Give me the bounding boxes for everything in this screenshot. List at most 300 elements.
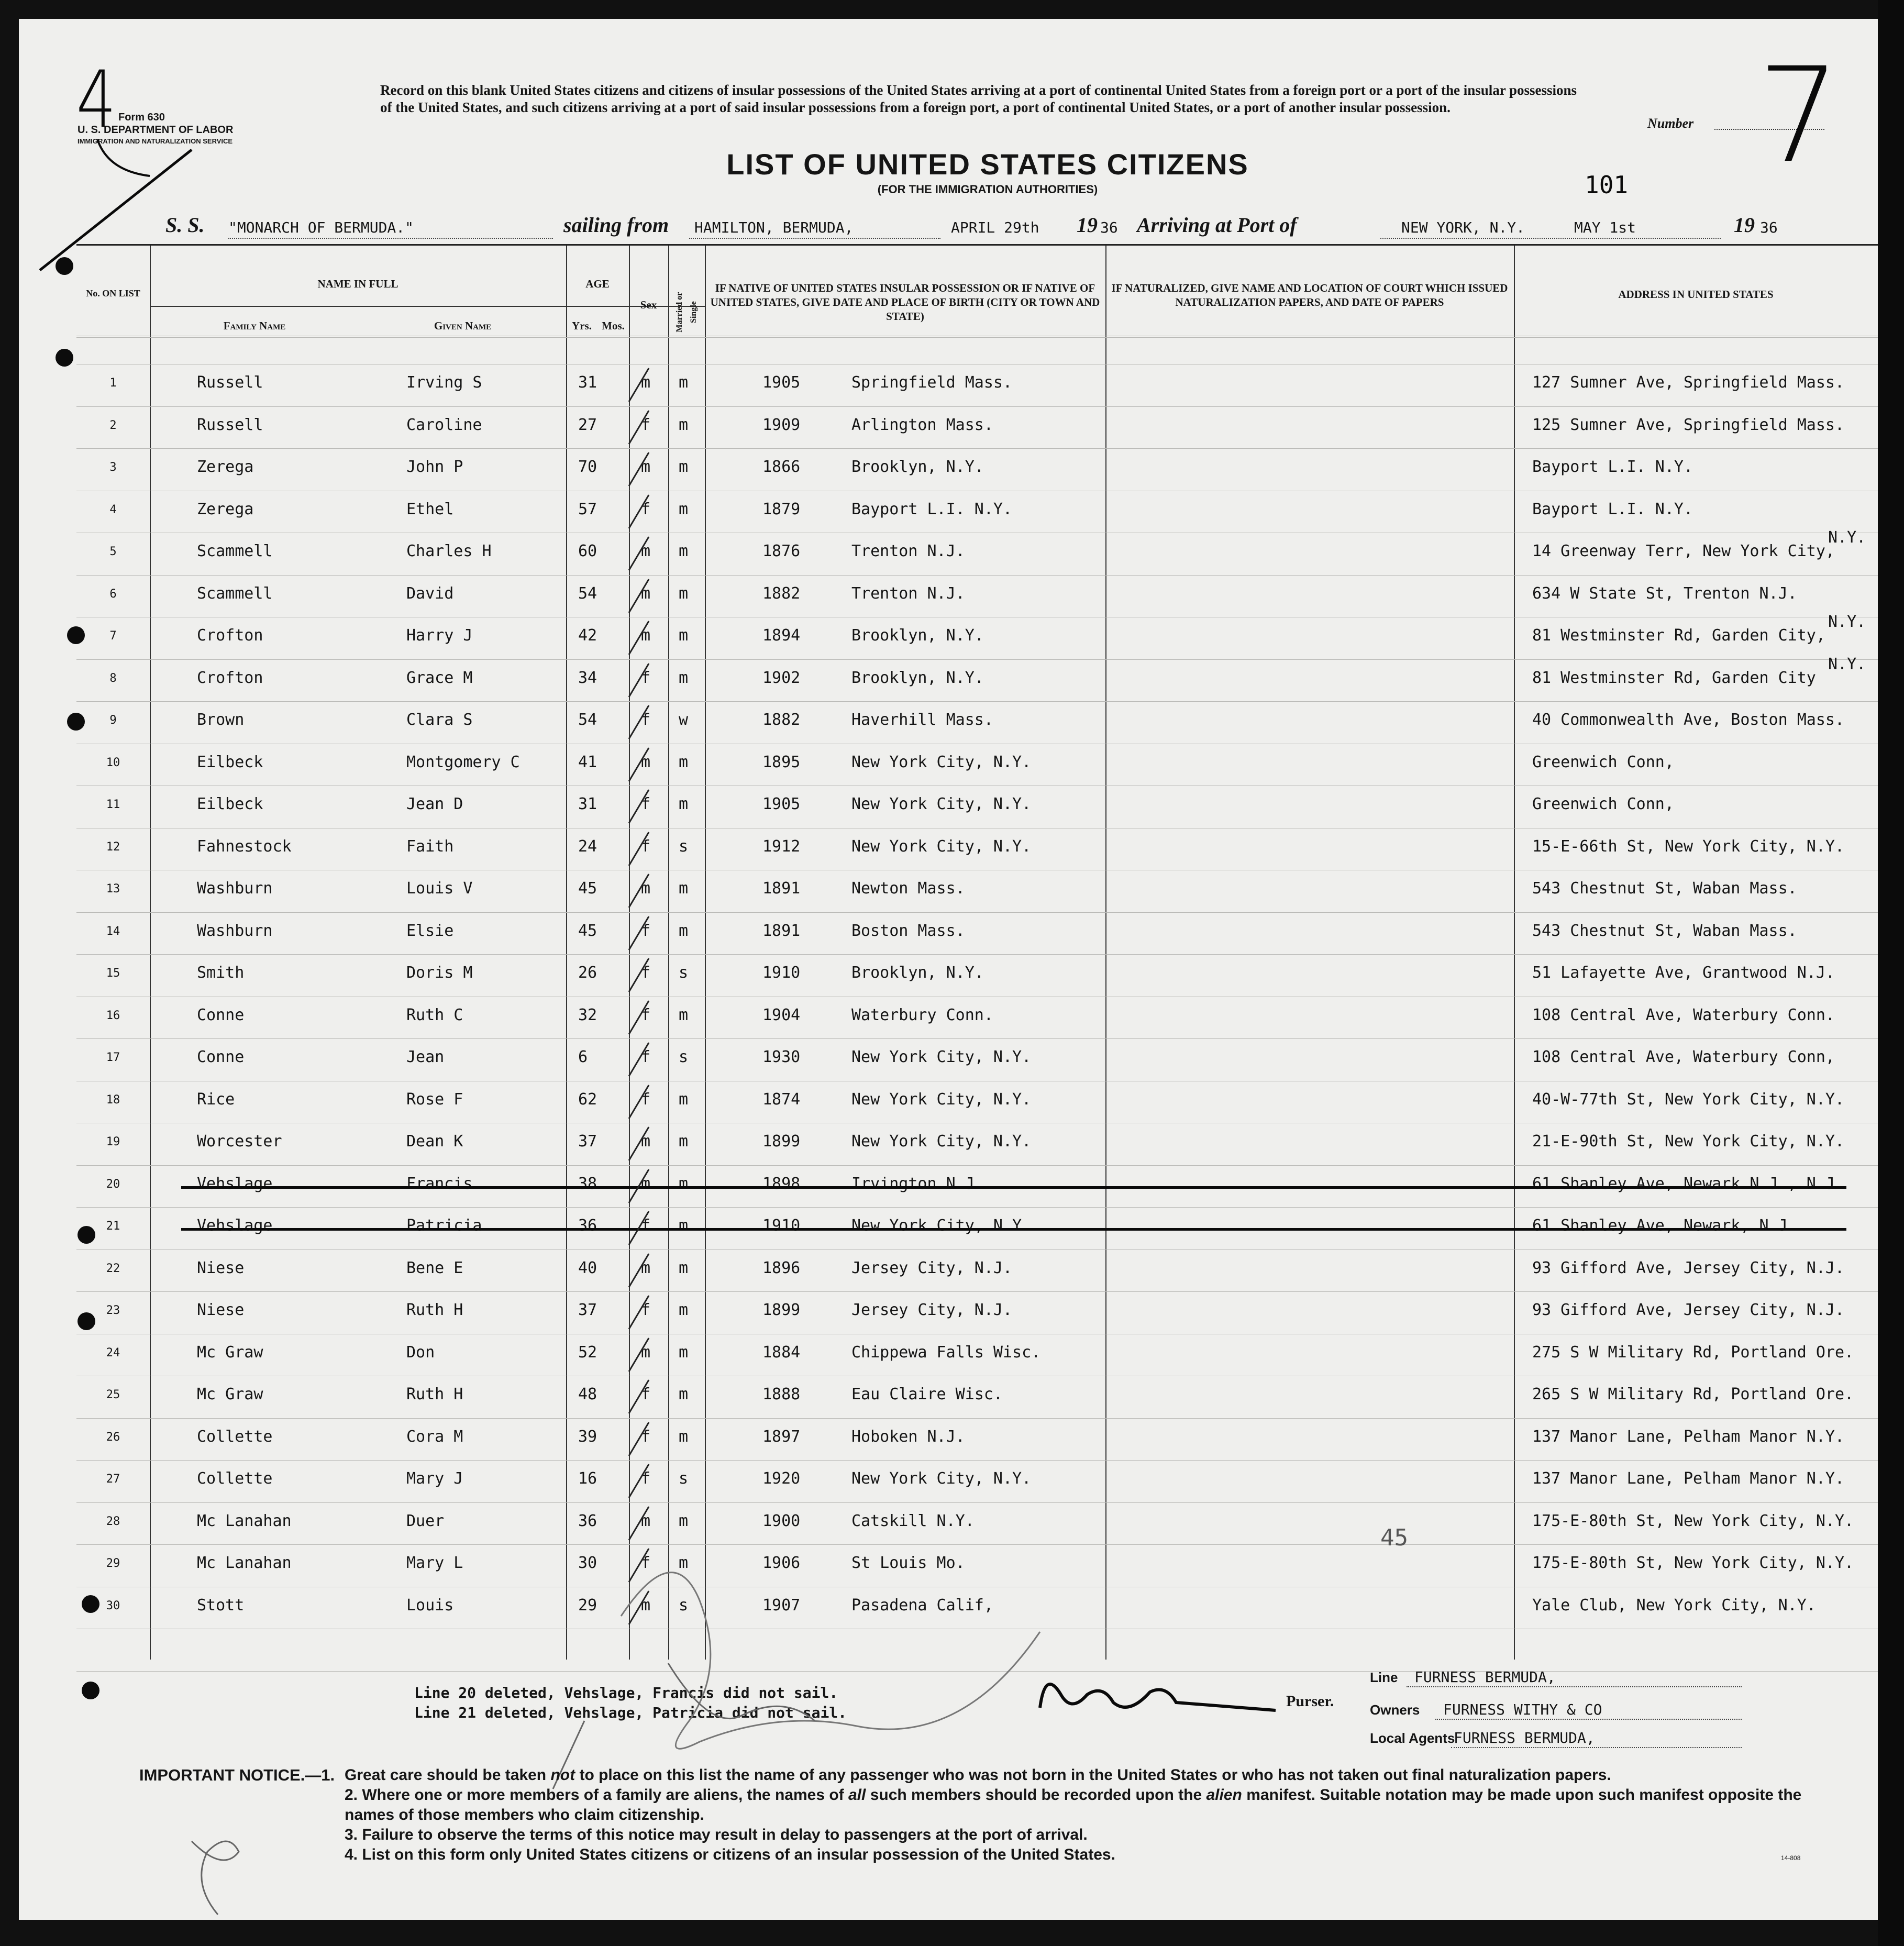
address: 81 Westminster Rd, Garden City, bbox=[1532, 626, 1825, 645]
family-name: Collette bbox=[197, 1469, 273, 1488]
address: 14 Greenway Terr, New York City, bbox=[1532, 542, 1835, 560]
header-address: ADDRESS IN UNITED STATES bbox=[1618, 288, 1774, 301]
sex: m bbox=[641, 373, 651, 392]
arriving-label: Arriving at Port of bbox=[1137, 213, 1297, 237]
given-name: Mary J bbox=[406, 1469, 463, 1488]
marital-status: m bbox=[679, 921, 689, 940]
notice-2-text: manifest. Suitable notation may be made upon such manifest opposite the names of those members who claim citizenship. bbox=[345, 1786, 1802, 1823]
family-name: Zerega bbox=[197, 500, 254, 518]
birth-place: Bayport L.I. N.Y. bbox=[851, 500, 1013, 518]
birth-year: 1899 bbox=[762, 1301, 801, 1319]
family-name: Washburn bbox=[197, 879, 273, 898]
age-years: 37 bbox=[578, 1301, 597, 1319]
birth-year: 1866 bbox=[762, 458, 801, 476]
marital-status: m bbox=[679, 1301, 689, 1319]
departure-port: HAMILTON, BERMUDA, bbox=[694, 219, 854, 236]
page-subtitle: (FOR THE IMMIGRATION AUTHORITIES) bbox=[877, 183, 1098, 196]
birth-year: 1900 bbox=[762, 1511, 801, 1530]
marital-status: w bbox=[679, 711, 689, 729]
header-sex: Sex bbox=[640, 298, 657, 311]
family-name: Zerega bbox=[197, 458, 254, 476]
age-years: 62 bbox=[578, 1090, 597, 1109]
sex: f bbox=[641, 921, 651, 940]
notice-1-text: to place on this list the name of any passenger who was not born in the United States or who has not taken out final naturalization papers. bbox=[575, 1766, 1611, 1784]
age-years: 70 bbox=[578, 458, 597, 476]
age-years: 29 bbox=[578, 1596, 597, 1615]
age-years: 45 bbox=[578, 879, 597, 898]
family-name: Crofton bbox=[197, 668, 263, 687]
age-years: 36 bbox=[578, 1217, 597, 1235]
notice-2-emph: all bbox=[848, 1786, 866, 1804]
header-married: Married or Single bbox=[675, 292, 698, 333]
given-name: Ruth H bbox=[406, 1385, 463, 1403]
marital-status: s bbox=[679, 1048, 689, 1066]
birth-place: Springfield Mass. bbox=[851, 373, 1013, 392]
row-number: 19 bbox=[106, 1135, 120, 1148]
marital-status: m bbox=[679, 1217, 689, 1235]
age-years: 16 bbox=[578, 1469, 597, 1488]
family-name: Collette bbox=[197, 1427, 273, 1446]
header-age: AGE bbox=[585, 278, 610, 290]
birth-year: 1884 bbox=[762, 1343, 801, 1362]
row-number: 12 bbox=[106, 840, 120, 854]
birth-place: Chippewa Falls Wisc. bbox=[851, 1343, 1041, 1362]
agents-label: Local Agents bbox=[1370, 1730, 1455, 1746]
address: Greenwich Conn, bbox=[1532, 753, 1674, 771]
address: 634 W State St, Trenton N.J. bbox=[1532, 584, 1797, 603]
row-number: 3 bbox=[109, 461, 117, 474]
agents-value: FURNESS BERMUDA, bbox=[1454, 1729, 1595, 1746]
birth-place: Catskill N.Y. bbox=[851, 1511, 975, 1530]
sex: f bbox=[641, 1554, 651, 1572]
age-years: 40 bbox=[578, 1258, 597, 1277]
marital-status: s bbox=[679, 1469, 689, 1488]
birth-year: 1896 bbox=[762, 1258, 801, 1277]
marital-status: m bbox=[679, 626, 689, 645]
birth-place: Pasadena Calif, bbox=[851, 1596, 993, 1615]
given-name: Rose F bbox=[406, 1090, 463, 1109]
birth-year: 1891 bbox=[762, 879, 801, 898]
owners-label: Owners bbox=[1370, 1702, 1420, 1718]
marital-status: m bbox=[679, 1090, 689, 1109]
birth-year: 1910 bbox=[762, 1217, 801, 1235]
family-name: Worcester bbox=[197, 1132, 282, 1151]
address-continuation: N.Y. bbox=[1828, 613, 1866, 631]
family-name: Scammell bbox=[197, 584, 273, 603]
line-dotline bbox=[1407, 1686, 1742, 1687]
sailing-label: sailing from bbox=[563, 213, 669, 237]
given-name: Caroline bbox=[406, 415, 482, 434]
row-number: 1 bbox=[109, 377, 117, 390]
marital-status: m bbox=[679, 584, 689, 603]
address: 40-W-77th St, New York City, N.Y. bbox=[1532, 1090, 1845, 1109]
family-name: Mc Graw bbox=[197, 1343, 263, 1362]
birth-year: 1902 bbox=[762, 668, 801, 687]
row-number: 8 bbox=[109, 671, 117, 685]
birth-year: 1905 bbox=[762, 373, 801, 392]
row-number: 13 bbox=[106, 882, 120, 895]
given-name: Faith bbox=[406, 837, 454, 856]
given-name: Dean K bbox=[406, 1132, 463, 1151]
address: 275 S W Military Rd, Portland Ore. bbox=[1532, 1343, 1854, 1362]
row-number: 14 bbox=[106, 924, 120, 938]
document-page bbox=[19, 19, 1878, 1920]
marital-status: m bbox=[679, 753, 689, 771]
birth-year: 1904 bbox=[762, 1005, 801, 1024]
given-name: Jean bbox=[406, 1048, 445, 1066]
birth-place: Newton Mass. bbox=[851, 879, 965, 898]
birth-year: 1907 bbox=[762, 1596, 801, 1615]
marital-status: m bbox=[679, 1554, 689, 1572]
age-years: 54 bbox=[578, 711, 597, 729]
birth-place: Brooklyn, N.Y. bbox=[851, 626, 984, 645]
family-name: Fahnestock bbox=[197, 837, 292, 856]
given-name: Patricia bbox=[406, 1217, 482, 1235]
sex: f bbox=[641, 1005, 651, 1024]
birth-place: New York City, N.Y. bbox=[851, 753, 1032, 771]
sex: m bbox=[641, 753, 651, 771]
given-name: Louis V bbox=[406, 879, 473, 898]
row-number: 2 bbox=[109, 418, 117, 432]
sex: m bbox=[641, 1511, 651, 1530]
row-number: 21 bbox=[106, 1220, 120, 1233]
row-number: 7 bbox=[109, 629, 117, 643]
birth-place: New York City, N.Y. bbox=[851, 1469, 1032, 1488]
year-2: 36 bbox=[1760, 219, 1778, 236]
birth-place: New York City, N.Y. bbox=[851, 1217, 1032, 1235]
address: 15-E-66th St, New York City, N.Y. bbox=[1532, 837, 1845, 856]
corner-handwritten-mark: 4 bbox=[76, 54, 116, 146]
birth-place: New York City, N.Y. bbox=[851, 795, 1032, 813]
deleted-note-2: Line 21 deleted, Vehslage, Patricia did not sail. bbox=[414, 1704, 847, 1721]
birth-year: 1898 bbox=[762, 1174, 801, 1193]
row-number: 6 bbox=[109, 587, 117, 601]
family-name: Russell bbox=[197, 415, 263, 434]
birth-year: 1897 bbox=[762, 1427, 801, 1446]
family-name: Rice bbox=[197, 1090, 235, 1109]
year-1: 36 bbox=[1100, 219, 1118, 236]
given-name: Charles H bbox=[406, 542, 492, 560]
form-number: Form 630 bbox=[118, 112, 165, 123]
given-name: Ruth C bbox=[406, 1005, 463, 1024]
birth-place: Trenton N.J. bbox=[851, 584, 965, 603]
punch-hole bbox=[82, 1595, 99, 1613]
row-number: 10 bbox=[106, 756, 120, 769]
sex: m bbox=[641, 584, 651, 603]
marital-status: s bbox=[679, 837, 689, 856]
given-name: Grace M bbox=[406, 668, 473, 687]
family-name: Conne bbox=[197, 1048, 245, 1066]
birth-place: Brooklyn, N.Y. bbox=[851, 668, 984, 687]
age-years: 60 bbox=[578, 542, 597, 560]
birth-year: 1906 bbox=[762, 1554, 801, 1572]
notice-4: 4. List on this form only United States citizens or citizens of an insular possession of the United States. bbox=[345, 1846, 1115, 1863]
birth-year: 1874 bbox=[762, 1090, 801, 1109]
address: 108 Central Ave, Waterbury Conn. bbox=[1532, 1005, 1835, 1024]
address: Greenwich Conn, bbox=[1532, 795, 1674, 813]
punch-hole bbox=[56, 257, 73, 275]
family-name: Stott bbox=[197, 1596, 245, 1615]
given-name: Jean D bbox=[406, 795, 463, 813]
notice-3: 3. Failure to observe the terms of this notice may result in delay to passengers at the port of arrival. bbox=[345, 1826, 1088, 1843]
birth-place: St Louis Mo. bbox=[851, 1554, 965, 1572]
address: 175-E-80th St, New York City, N.Y. bbox=[1532, 1511, 1854, 1530]
birth-place: Eau Claire Wisc. bbox=[851, 1385, 1003, 1403]
marital-status: m bbox=[679, 1005, 689, 1024]
family-name: Brown bbox=[197, 711, 245, 729]
age-years: 24 bbox=[578, 837, 597, 856]
age-years: 45 bbox=[578, 921, 597, 940]
given-name: Louis bbox=[406, 1596, 454, 1615]
punch-hole bbox=[67, 713, 85, 731]
marital-status: m bbox=[679, 1511, 689, 1530]
birth-place: Trenton N.J. bbox=[851, 542, 965, 560]
birth-year: 1895 bbox=[762, 753, 801, 771]
birth-year: 1882 bbox=[762, 711, 801, 729]
department: U. S. DEPARTMENT OF LABOR bbox=[78, 124, 234, 136]
arrival-date: MAY 1st bbox=[1574, 219, 1636, 236]
stamp-number: 101 bbox=[1585, 171, 1629, 199]
row-number: 24 bbox=[106, 1346, 120, 1359]
age-years: 38 bbox=[578, 1174, 597, 1193]
header-family: Family Name bbox=[223, 319, 286, 332]
owners-dotline bbox=[1435, 1719, 1742, 1720]
birth-year: 1879 bbox=[762, 500, 801, 518]
given-name: Irving S bbox=[406, 373, 482, 392]
address: 265 S W Military Rd, Portland Ore. bbox=[1532, 1385, 1854, 1403]
family-name: Niese bbox=[197, 1301, 245, 1319]
given-name: Ruth H bbox=[406, 1301, 463, 1319]
age-years: 42 bbox=[578, 626, 597, 645]
row-number: 15 bbox=[106, 967, 120, 980]
family-name: Vehslage bbox=[197, 1217, 273, 1235]
row-number: 26 bbox=[106, 1430, 120, 1444]
marital-status: s bbox=[679, 1596, 689, 1615]
notice-1-text: Great care should be taken bbox=[345, 1766, 551, 1784]
given-name: Clara S bbox=[406, 711, 473, 729]
family-name: Crofton bbox=[197, 626, 263, 645]
address: 93 Gifford Ave, Jersey City, N.J. bbox=[1532, 1301, 1845, 1319]
sex: m bbox=[641, 542, 651, 560]
given-name: Bene E bbox=[406, 1258, 463, 1277]
notice-2-emph: alien bbox=[1206, 1786, 1242, 1804]
number-value: 7 bbox=[1757, 39, 1841, 192]
punch-hole bbox=[82, 1682, 99, 1699]
age-years: 41 bbox=[578, 753, 597, 771]
address: 40 Commonwealth Ave, Boston Mass. bbox=[1532, 711, 1845, 729]
header-given: Given Name bbox=[434, 319, 492, 332]
birth-year: 1876 bbox=[762, 542, 801, 560]
age-years: 26 bbox=[578, 964, 597, 982]
sex: m bbox=[641, 879, 651, 898]
birth-place: Haverhill Mass. bbox=[851, 711, 993, 729]
address: 21-E-90th St, New York City, N.Y. bbox=[1532, 1132, 1845, 1151]
marital-status: m bbox=[679, 1343, 689, 1362]
address: 175-E-80th St, New York City, N.Y. bbox=[1532, 1554, 1854, 1572]
punch-hole bbox=[56, 349, 73, 367]
birth-place: New York City, N.Y. bbox=[851, 1048, 1032, 1066]
year-prefix-2: 19 bbox=[1734, 213, 1755, 237]
signature-scribbles bbox=[19, 19, 1878, 1920]
address: 543 Chestnut St, Waban Mass. bbox=[1532, 921, 1797, 940]
address: 81 Westminster Rd, Garden City bbox=[1532, 668, 1816, 687]
row-number: 20 bbox=[106, 1177, 120, 1191]
birth-year: 1894 bbox=[762, 626, 801, 645]
given-name: John P bbox=[406, 458, 463, 476]
address: Bayport L.I. N.Y. bbox=[1532, 500, 1693, 518]
page-title: LIST OF UNITED STATES CITIZENS bbox=[726, 148, 1249, 181]
marital-status: m bbox=[679, 795, 689, 813]
birth-year: 1910 bbox=[762, 964, 801, 982]
family-name: Mc Lanahan bbox=[197, 1511, 292, 1530]
marital-status: m bbox=[679, 879, 689, 898]
birth-place: New York City, N.Y. bbox=[851, 1090, 1032, 1109]
sex: f bbox=[641, 668, 651, 687]
address: 127 Sumner Ave, Springfield Mass. bbox=[1532, 373, 1845, 392]
birth-place: Brooklyn, N.Y. bbox=[851, 964, 984, 982]
sex: f bbox=[641, 1469, 651, 1488]
row-number: 27 bbox=[106, 1473, 120, 1486]
row-number: 30 bbox=[106, 1599, 120, 1612]
given-name: Ethel bbox=[406, 500, 454, 518]
given-name: Montgomery C bbox=[406, 753, 520, 771]
address: 93 Gifford Ave, Jersey City, N.J. bbox=[1532, 1258, 1845, 1277]
header-name: NAME IN FULL bbox=[317, 278, 398, 290]
print-code: 14-808 bbox=[1781, 1854, 1801, 1862]
intro-text: Record on this blank United States citizens and citizens of insular possessions of the United States arriving at a port of continental United States from a foreign port or a port of the insular possessions of the United States, and such citizens arriving at a port of said insular possessions from a foreign port, a port of continental United States, or a port of another insular possession. bbox=[380, 82, 1577, 115]
birth-year: 1899 bbox=[762, 1132, 801, 1151]
year-prefix-1: 19 bbox=[1077, 213, 1098, 237]
marital-status: m bbox=[679, 1174, 689, 1193]
birth-place: Jersey City, N.J. bbox=[851, 1301, 1013, 1319]
family-name: Niese bbox=[197, 1258, 245, 1277]
notice-1 bbox=[345, 1765, 1826, 1785]
row-number: 28 bbox=[106, 1514, 120, 1528]
sex: m bbox=[641, 1343, 651, 1362]
family-name: Smith bbox=[197, 964, 245, 982]
age-years: 36 bbox=[578, 1511, 597, 1530]
marital-status: m bbox=[679, 500, 689, 518]
sex: m bbox=[641, 1132, 651, 1151]
age-years: 39 bbox=[578, 1427, 597, 1446]
birth-place: New York City, N.Y. bbox=[851, 1132, 1032, 1151]
sex: f bbox=[641, 415, 651, 434]
sex: f bbox=[641, 1090, 651, 1109]
age-years: 32 bbox=[578, 1005, 597, 1024]
departure-date: APRIL 29th bbox=[951, 219, 1039, 236]
sex: m bbox=[641, 1596, 651, 1615]
marital-status: m bbox=[679, 1427, 689, 1446]
marital-status: m bbox=[679, 458, 689, 476]
address: 61 Shanley Ave, Newark N.J., N.J. bbox=[1532, 1174, 1845, 1193]
sex: m bbox=[641, 1258, 651, 1277]
marital-status: m bbox=[679, 1385, 689, 1403]
row-number: 11 bbox=[106, 798, 120, 811]
sex: m bbox=[641, 626, 651, 645]
family-name: Eilbeck bbox=[197, 795, 263, 813]
sex: m bbox=[641, 458, 651, 476]
row-number: 25 bbox=[106, 1388, 120, 1401]
family-name: Mc Graw bbox=[197, 1385, 263, 1403]
header-yrs: Yrs. bbox=[572, 319, 592, 332]
scan-edge bbox=[1878, 0, 1904, 1946]
age-years: 6 bbox=[578, 1048, 588, 1066]
birth-year: 1920 bbox=[762, 1469, 801, 1488]
birth-place: Jersey City, N.J. bbox=[851, 1258, 1013, 1277]
birth-place: Irvington N.J. bbox=[851, 1174, 984, 1193]
sex: f bbox=[641, 837, 651, 856]
sex: f bbox=[641, 711, 651, 729]
age-years: 34 bbox=[578, 668, 597, 687]
punch-hole bbox=[78, 1312, 95, 1330]
marital-status: m bbox=[679, 1132, 689, 1151]
given-name: David bbox=[406, 584, 454, 603]
header-no: No. ON LIST bbox=[86, 288, 140, 298]
row-number: 9 bbox=[109, 714, 117, 727]
given-name: Don bbox=[406, 1343, 435, 1362]
address: 108 Central Ave, Waterbury Conn, bbox=[1532, 1048, 1835, 1066]
deleted-note-1: Line 20 deleted, Vehslage, Francis did not sail. bbox=[414, 1684, 838, 1701]
birth-year: 1905 bbox=[762, 795, 801, 813]
marital-status: m bbox=[679, 542, 689, 560]
birth-place: Boston Mass. bbox=[851, 921, 965, 940]
given-name: Elsie bbox=[406, 921, 454, 940]
age-years: 52 bbox=[578, 1343, 597, 1362]
header-naturalized: IF NATURALIZED, GIVE NAME AND LOCATION OF COURT WHICH ISSUED NATURALIZATION PAPERS, AND DATE OF PAPERS bbox=[1111, 282, 1508, 308]
address-continuation: N.Y. bbox=[1828, 528, 1866, 547]
family-name: Russell bbox=[197, 373, 263, 392]
header-birth: IF NATIVE OF UNITED STATES INSULAR POSSESSION OR IF NATIVE OF UNITED STATES, GIVE DATE AND PLACE OF BIRTH (CITY OR TOWN AND STATE) bbox=[710, 282, 1100, 323]
notice-1-emph: not bbox=[550, 1766, 575, 1784]
punch-hole bbox=[78, 1226, 95, 1244]
family-name: Vehslage bbox=[197, 1174, 273, 1193]
address-continuation: N.Y. bbox=[1828, 655, 1866, 673]
sex: f bbox=[641, 964, 651, 982]
sex: f bbox=[641, 500, 651, 518]
birth-year: 1882 bbox=[762, 584, 801, 603]
line-value: FURNESS BERMUDA, bbox=[1414, 1668, 1556, 1686]
sex: f bbox=[641, 1301, 651, 1319]
row-number: 18 bbox=[106, 1093, 120, 1107]
birth-place: Arlington Mass. bbox=[851, 415, 993, 434]
age-years: 37 bbox=[578, 1132, 597, 1151]
address: Yale Club, New York City, N.Y. bbox=[1532, 1596, 1816, 1615]
marital-status: m bbox=[679, 373, 689, 392]
birth-place: Brooklyn, N.Y. bbox=[851, 458, 984, 476]
row-number: 17 bbox=[106, 1051, 120, 1064]
given-name: Doris M bbox=[406, 964, 473, 982]
ss-label: S. S. bbox=[165, 213, 205, 237]
birth-place: Hoboken N.J. bbox=[851, 1427, 965, 1446]
address: 61 Shanley Ave, Newark, N.J. bbox=[1532, 1217, 1797, 1235]
line-label: Line bbox=[1370, 1669, 1398, 1685]
age-years: 30 bbox=[578, 1554, 597, 1572]
sex: m bbox=[641, 1174, 651, 1193]
family-name: Eilbeck bbox=[197, 753, 263, 771]
punch-hole bbox=[67, 626, 85, 644]
age-years: 48 bbox=[578, 1385, 597, 1403]
birth-year: 1891 bbox=[762, 921, 801, 940]
marital-status: m bbox=[679, 1258, 689, 1277]
sex: f bbox=[641, 1385, 651, 1403]
address: 137 Manor Lane, Pelham Manor N.Y. bbox=[1532, 1427, 1845, 1446]
purser-label: Purser. bbox=[1286, 1693, 1334, 1710]
family-name: Conne bbox=[197, 1005, 245, 1024]
address: 51 Lafayette Ave, Grantwood N.J. bbox=[1532, 964, 1835, 982]
birth-year: 1912 bbox=[762, 837, 801, 856]
marital-status: m bbox=[679, 668, 689, 687]
row-number: 4 bbox=[109, 503, 117, 516]
